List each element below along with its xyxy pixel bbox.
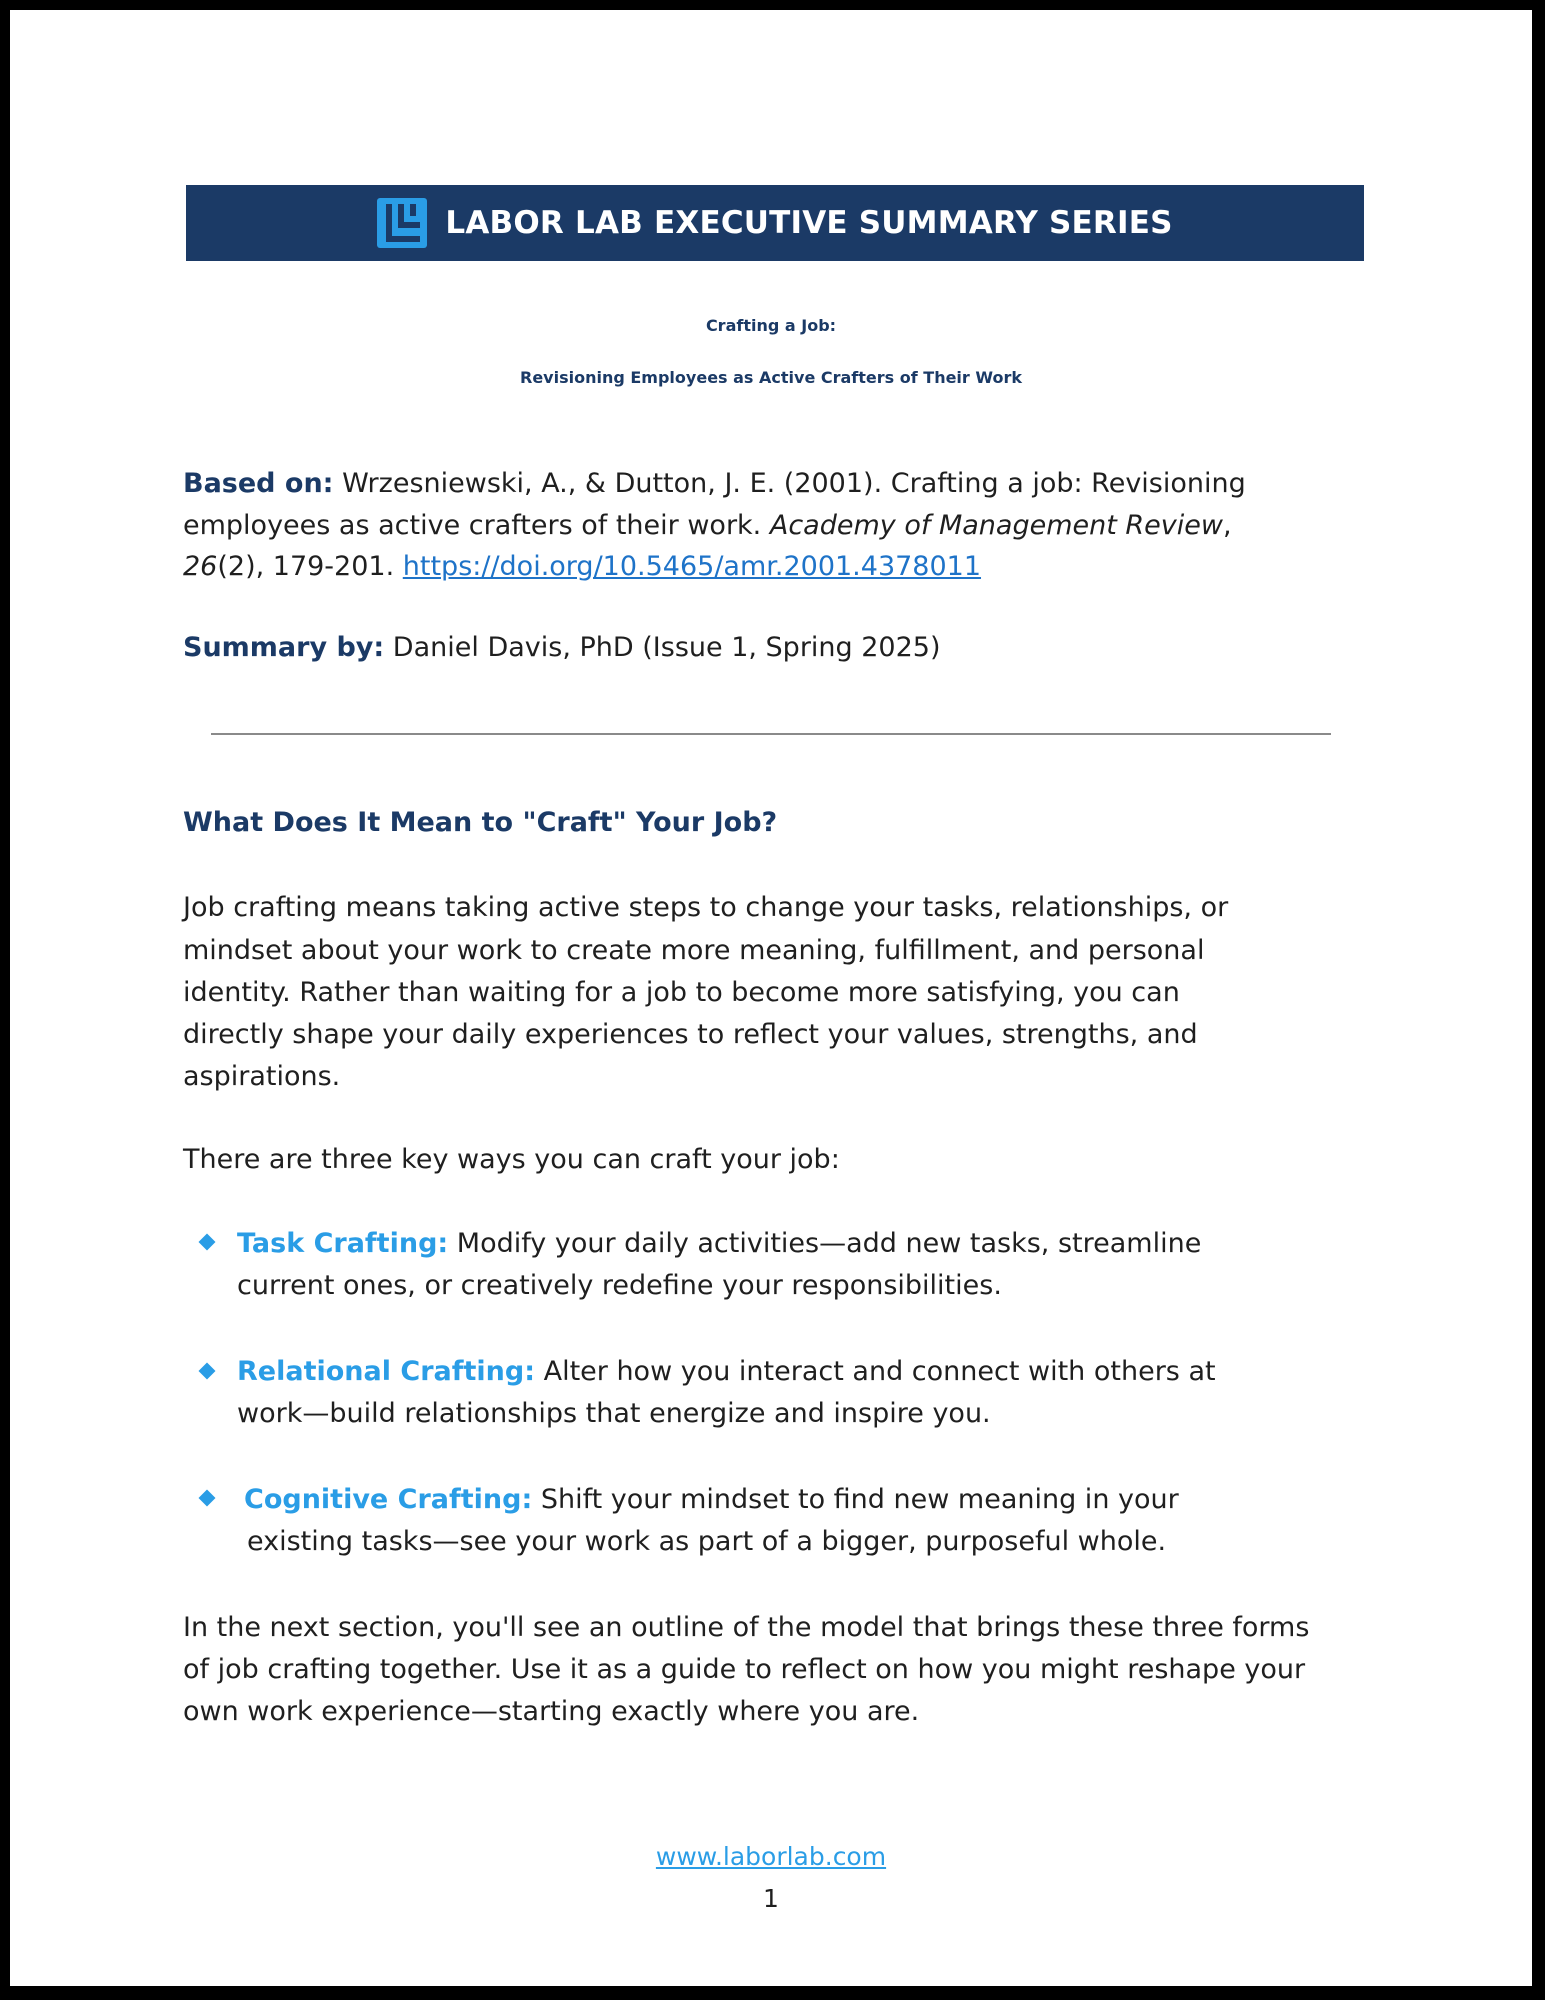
section-heading: What Does It Mean to "Craft" Your Job? bbox=[183, 807, 778, 838]
labor-lab-logo-icon bbox=[377, 198, 427, 248]
bullets-lead-in: There are three key ways you can craft your job: bbox=[183, 1144, 840, 1175]
citation-line-1 bbox=[183, 468, 1246, 499]
document-page bbox=[10, 10, 1532, 1986]
bullet-cognitive-crafting-line-2: existing tasks—see your work as part of a bigger, purposeful whole. bbox=[247, 1526, 1167, 1557]
diamond-bullet-icon bbox=[199, 1490, 216, 1507]
banner-title: LABOR LAB EXECUTIVE SUMMARY SERIES bbox=[445, 205, 1173, 241]
citation-volume: 26 bbox=[183, 551, 218, 582]
citation-journal: Academy of Management Review bbox=[769, 510, 1223, 541]
document-title-line-2: Revisioning Employees as Active Crafters of Their Work bbox=[520, 368, 1022, 387]
bullet-term: Task Crafting: bbox=[237, 1228, 449, 1259]
doi-link[interactable]: https://doi.org/10.5465/amr.2001.4378011 bbox=[402, 551, 982, 582]
bullet-relational-crafting-line-1: Relational Crafting: Alter how you interact and connect with others at bbox=[237, 1356, 1216, 1387]
diamond-bullet-icon bbox=[199, 1363, 216, 1380]
bullet-term: Cognitive Crafting: bbox=[244, 1484, 533, 1515]
bullet-relational-crafting-line-2: work—build relationships that energize and inspire you. bbox=[237, 1398, 991, 1429]
citation-line-2: employees as active crafters of their work. Academy of Management Review, bbox=[183, 510, 1232, 541]
intro-line: mindset about your work to create more meaning, fulfillment, and personal bbox=[183, 935, 1205, 966]
intro-line: directly shape your daily experiences to reflect your values, strengths, and bbox=[183, 1019, 1198, 1050]
closing-line: In the next section, you'll see an outline of the model that brings these three forms bbox=[183, 1612, 1310, 1643]
closing-line: own work experience—starting exactly where you are. bbox=[183, 1696, 920, 1727]
citation-label: Based on: bbox=[183, 468, 334, 499]
bullet-task-crafting-line-1: Task Crafting: Modify your daily activities—add new tasks, streamline bbox=[237, 1228, 1202, 1259]
diamond-bullet-icon bbox=[199, 1234, 216, 1251]
bullet-cognitive-crafting-line-1: Cognitive Crafting: Shift your mindset to find new meaning in your bbox=[244, 1484, 1179, 1515]
summary-by-label: Summary by: bbox=[183, 632, 385, 663]
citation-pages: (2), 179-201. bbox=[217, 551, 395, 582]
citation-authors: Wrzesniewski, A., & Dutton, J. E. (2001). Crafting a job: Revisioning bbox=[342, 468, 1246, 499]
section-divider bbox=[211, 733, 1331, 735]
intro-line: identity. Rather than waiting for a job to become more satisfying, you can bbox=[183, 977, 1180, 1008]
bullet-term: Relational Crafting: bbox=[237, 1356, 535, 1387]
citation-article: employees as active crafters of their work. bbox=[183, 510, 762, 541]
citation-line-3 bbox=[183, 551, 981, 582]
series-banner bbox=[186, 185, 1364, 261]
footer-website-link[interactable]: www.laborlab.com bbox=[655, 1842, 887, 1871]
summary-by-line bbox=[183, 632, 941, 663]
closing-line: of job crafting together. Use it as a guide to reflect on how you might reshape your bbox=[183, 1654, 1306, 1685]
intro-line: Job crafting means taking active steps to change your tasks, relationships, or bbox=[183, 892, 1229, 923]
bullet-task-crafting-line-2: current ones, or creatively redefine your responsibilities. bbox=[237, 1270, 1002, 1301]
document-title-line-1: Crafting a Job: bbox=[705, 316, 837, 335]
page-number: 1 bbox=[763, 1884, 779, 1913]
intro-line: aspirations. bbox=[183, 1061, 341, 1092]
summary-by-text: Daniel Davis, PhD (Issue 1, Spring 2025) bbox=[392, 632, 941, 663]
